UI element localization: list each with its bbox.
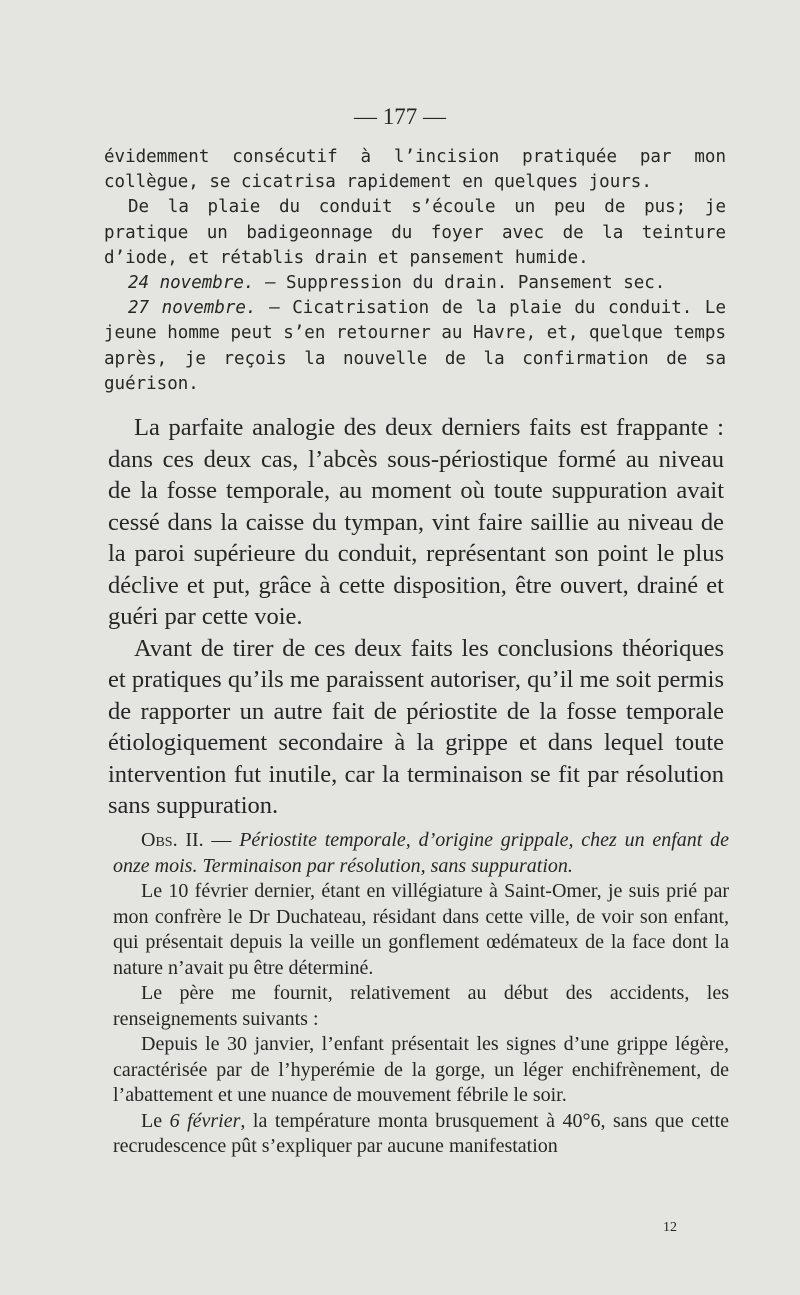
paragraph-text: — Cicatrisation de la plaie du conduit. Le jeune homme peut s’en retourner au Havre, et, quelque temps après, je reçois la nouvelle de la confirmation de sa guérison. [104, 298, 727, 394]
paragraph: évidemment consécutif à l’incision pratiquée par mon collègue, se cicatrisa rapidement en quelques jours. [104, 147, 726, 193]
date: 27 novembre. [128, 298, 257, 319]
paragraph-text: , la température monta brusquement à 40°6, sans que cette recrudescence pût s’expliquer par aucune manifestation [113, 1109, 730, 1157]
paragraph [104, 271, 726, 296]
paragraph: La parfaite analogie des deux derniers faits est frappante : dans ces deux cas, l’abcès sous-périostique formé au niveau de la fosse temporale, au moment où toute suppuration avait cessé dans la caisse du tympan, vint faire saillie au niveau de la paroi supérieure du conduit, représentant son point le plus déclive et put, grâce à cette disposition, être ouvert, drainé et guéri par cette voie. [108, 414, 724, 630]
paragraph-text: Le [141, 1109, 170, 1132]
paragraph: Depuis le 30 janvier, l’enfant présentait les signes d’une grippe légère, caractérisée par de l’hyperémie de la gorge, un léger enchifrènement, de l’abattement et une nuance de mouvement fébrile le soir. [113, 1033, 729, 1106]
observation-title: Périostite temporale, d’origine grippale, chez un enfant de onze mois. Terminaison par résolution, sans suppuration. [113, 829, 730, 877]
paragraph: Le père me fournit, relativement au début des accidents, les renseignements suivants : [113, 982, 729, 1030]
signature-mark: 12 [663, 1220, 677, 1235]
date: 6 février [169, 1109, 241, 1132]
page-number: — 177 — [354, 104, 446, 129]
observation-heading: Obs. II. — Périostite temporale, d’origine grippale, chez un enfant de onze mois. Terminaison par résolution, sans suppuration. [113, 829, 730, 877]
observation-2 [113, 828, 729, 1160]
paragraph: Le 10 février dernier, étant en villégiature à Saint-Omer, je suis prié par mon confrère le Dr Duchateau, résidant dans cette ville, de voir son enfant, qui présentait depuis la veille un gonflement œdémateux de la face dont la nature n’avait pu être déterminé. [113, 880, 729, 979]
paragraph [113, 1109, 729, 1160]
date: 24 novembre. [128, 273, 255, 294]
paragraph: Avant de tirer de ces deux faits les conclusions théoriques et pratiques qu’ils me paraissent autoriser, qu’il me soit permis de rapporter un autre fait de périostite de la fosse temporale étiologiquement secondaire à la grippe et dans lequel toute intervention fut inutile, car la terminaison se fit par résolution sans suppuration. [108, 634, 724, 819]
observation-label: Obs. II. [141, 829, 204, 851]
paragraph-text: — Suppression du drain. Pansement sec. [254, 273, 666, 294]
discussion-text [108, 412, 724, 822]
paragraph [104, 296, 726, 397]
paragraph: De la plaie du conduit s’écoule un peu de pus; je pratique un badigeonnage du foyer avec de la teinture d’iode, et rétablis drain et pansement humide. [104, 197, 726, 268]
observation-continuation [104, 145, 726, 397]
